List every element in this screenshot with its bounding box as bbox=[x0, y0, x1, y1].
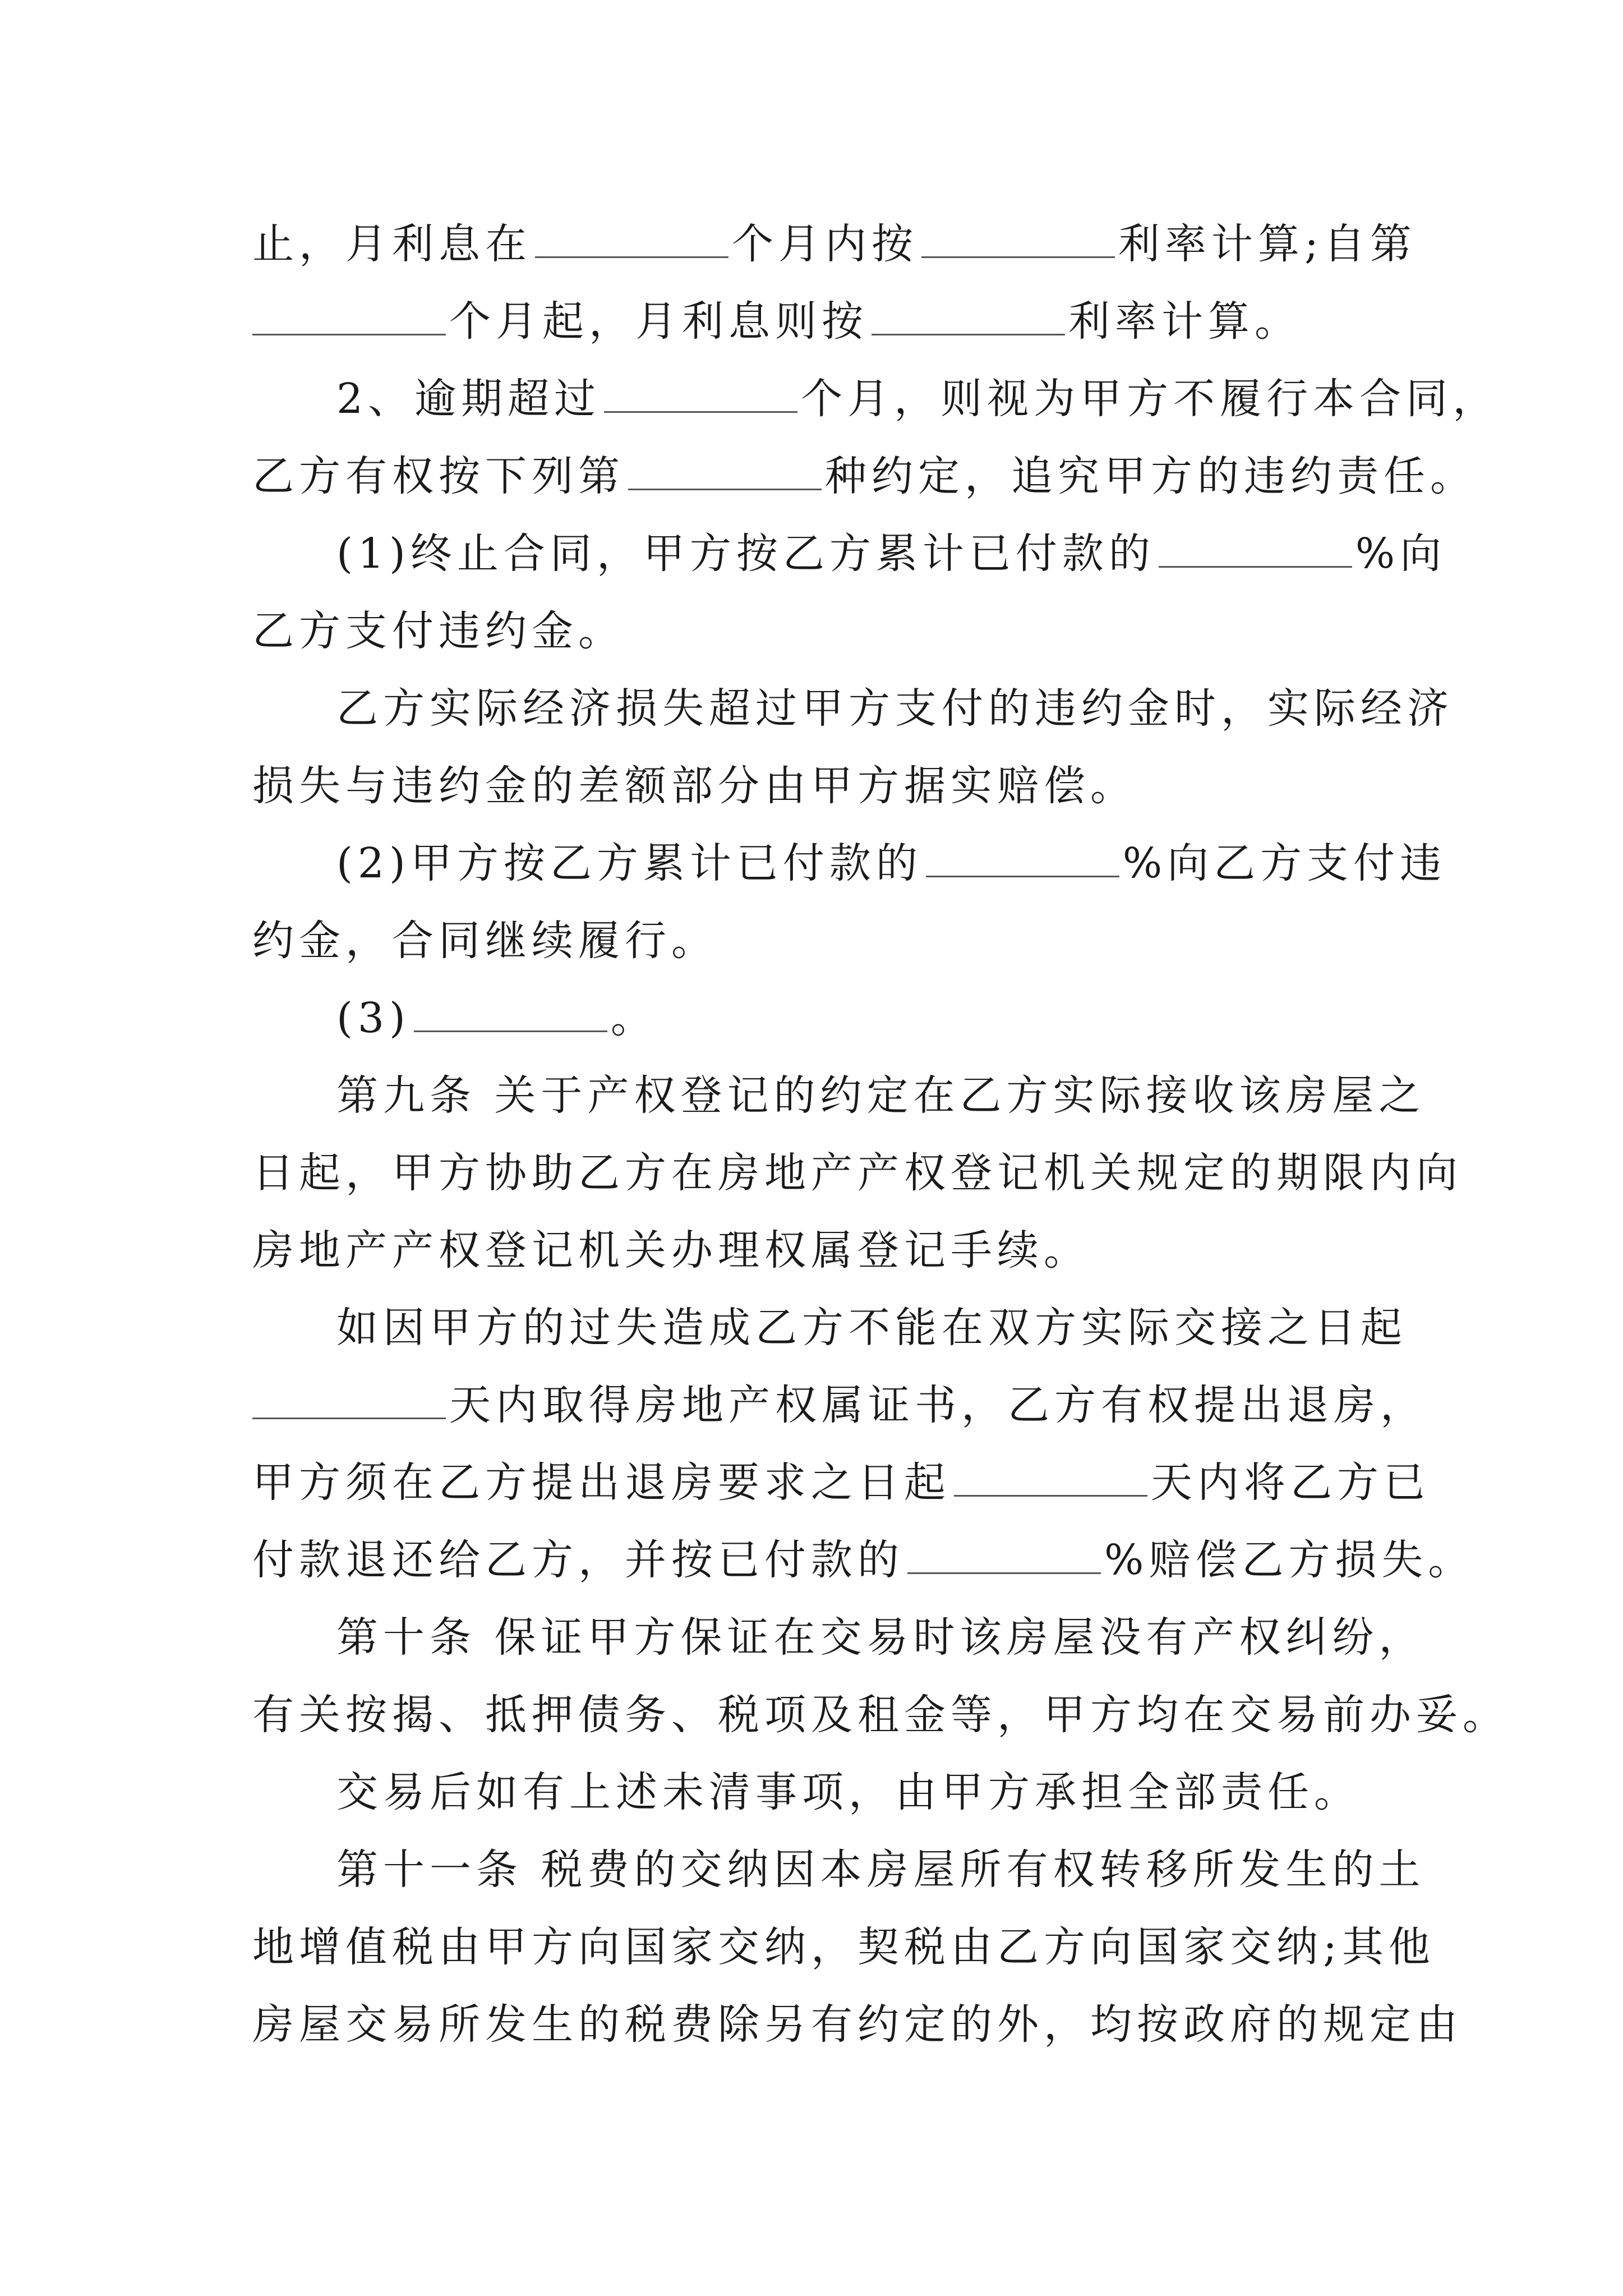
text-segment: 止，月利息在 bbox=[252, 220, 532, 268]
text-line bbox=[336, 1753, 1385, 1832]
text-segment: 付款退还给乙方，并按已付款的 bbox=[252, 1536, 904, 1584]
text-segment: %赔偿乙方损失。 bbox=[1104, 1536, 1475, 1584]
text-line bbox=[252, 747, 1385, 825]
text-segment: 甲方须在乙方提出退房要求之日起 bbox=[252, 1458, 951, 1507]
fill-in-blank bbox=[926, 842, 1119, 877]
text-segment: 天内将乙方已 bbox=[1151, 1458, 1430, 1507]
text-segment: 。 bbox=[610, 994, 657, 1042]
text-segment: 个月起，月利息则按 bbox=[449, 297, 868, 346]
text-segment: 种约定，追究甲方的违约责任。 bbox=[825, 452, 1477, 500]
fill-in-blank bbox=[252, 1384, 446, 1419]
text-segment: 乙方有权按下列第 bbox=[252, 452, 625, 500]
text-line bbox=[252, 437, 1477, 516]
text-line bbox=[336, 824, 1447, 903]
text-segment: 地增值税由甲方向国家交纳，契税由乙方向国家交纳;其他 bbox=[252, 1923, 1435, 1971]
text-segment: 如因甲方的过失造成乙方不能在双方实际交接之日起 bbox=[336, 1304, 1407, 1352]
text-segment: 利率计算;自第 bbox=[1118, 220, 1417, 268]
fill-in-blank bbox=[921, 223, 1115, 258]
text-segment: %向乙方支付违 bbox=[1122, 839, 1447, 887]
text-segment: %向 bbox=[1355, 530, 1447, 578]
text-line bbox=[252, 1366, 1427, 1444]
text-line bbox=[252, 1134, 1463, 1212]
text-segment: 第十条 保证甲方保证在交易时该房屋没有产权纠纷， bbox=[336, 1613, 1426, 1662]
fill-in-blank bbox=[872, 300, 1065, 335]
text-segment: 个月内按 bbox=[732, 220, 918, 268]
text-segment: (2)甲方按乙方累计已付款的 bbox=[336, 839, 923, 887]
text-line bbox=[336, 1598, 1426, 1677]
text-line bbox=[252, 592, 1385, 670]
text-line bbox=[336, 360, 1500, 438]
text-line bbox=[336, 1830, 1426, 1909]
fill-in-blank bbox=[535, 223, 728, 258]
text-segment: 日起，甲方协助乙方在房地产产权登记机关规定的期限内向 bbox=[252, 1149, 1463, 1197]
fill-in-blank bbox=[954, 1461, 1147, 1497]
text-segment: 个月，则视为甲方不履行本合同， bbox=[801, 375, 1500, 423]
text-segment: 房地产产权登记机关办理权属登记手续。 bbox=[252, 1226, 1090, 1274]
text-line bbox=[336, 979, 1385, 1057]
text-line bbox=[252, 1908, 1435, 1986]
text-segment: 第十一条 税费的交纳因本房屋所有权转移所发生的土 bbox=[336, 1846, 1426, 1894]
text-line bbox=[336, 1289, 1407, 1367]
text-line bbox=[252, 282, 1385, 361]
text-segment: 利率计算。 bbox=[1068, 297, 1301, 346]
text-line bbox=[252, 1676, 1509, 1754]
fill-in-blank bbox=[1159, 532, 1352, 568]
text-segment: 有关按揭、抵押债务、税项及租金等，甲方均在交易前办妥。 bbox=[252, 1691, 1509, 1739]
fill-in-blank bbox=[907, 1539, 1101, 1574]
text-segment: 约金，合同继续履行。 bbox=[252, 917, 718, 965]
text-segment: 损失与违约金的差额部分由甲方据实赔偿。 bbox=[252, 762, 1137, 810]
text-segment: 房屋交易所发生的税费除另有约定的外，均按政府的规定由 bbox=[252, 2000, 1463, 2049]
text-segment: 乙方实际经济损失超过甲方支付的违约金时，实际经济 bbox=[336, 684, 1454, 733]
text-line bbox=[252, 1985, 1463, 2064]
text-line bbox=[336, 1056, 1426, 1135]
text-segment: 天内取得房地产权属证书，乙方有权提出退房， bbox=[449, 1381, 1427, 1429]
text-segment: 乙方支付违约金。 bbox=[252, 607, 625, 655]
text-line bbox=[252, 901, 1385, 980]
text-line bbox=[252, 1443, 1430, 1522]
text-line bbox=[252, 1521, 1475, 1599]
text-line bbox=[336, 669, 1454, 748]
text-segment: 第九条 关于产权登记的约定在乙方实际接收该房屋之 bbox=[336, 1071, 1426, 1120]
fill-in-blank bbox=[628, 455, 822, 490]
text-segment: 交易后如有上述未清事项，由甲方承担全部责任。 bbox=[336, 1768, 1361, 1816]
text-line bbox=[252, 205, 1417, 283]
text-segment: (1)终止合同，甲方按乙方累计已付款的 bbox=[336, 530, 1155, 578]
text-line bbox=[252, 1211, 1385, 1290]
text-segment: (3) bbox=[336, 994, 411, 1042]
fill-in-blank bbox=[414, 997, 607, 1032]
text-segment: 2、逾期超过 bbox=[336, 375, 601, 423]
fill-in-blank bbox=[252, 300, 446, 335]
fill-in-blank bbox=[604, 378, 797, 413]
text-line bbox=[336, 514, 1447, 593]
